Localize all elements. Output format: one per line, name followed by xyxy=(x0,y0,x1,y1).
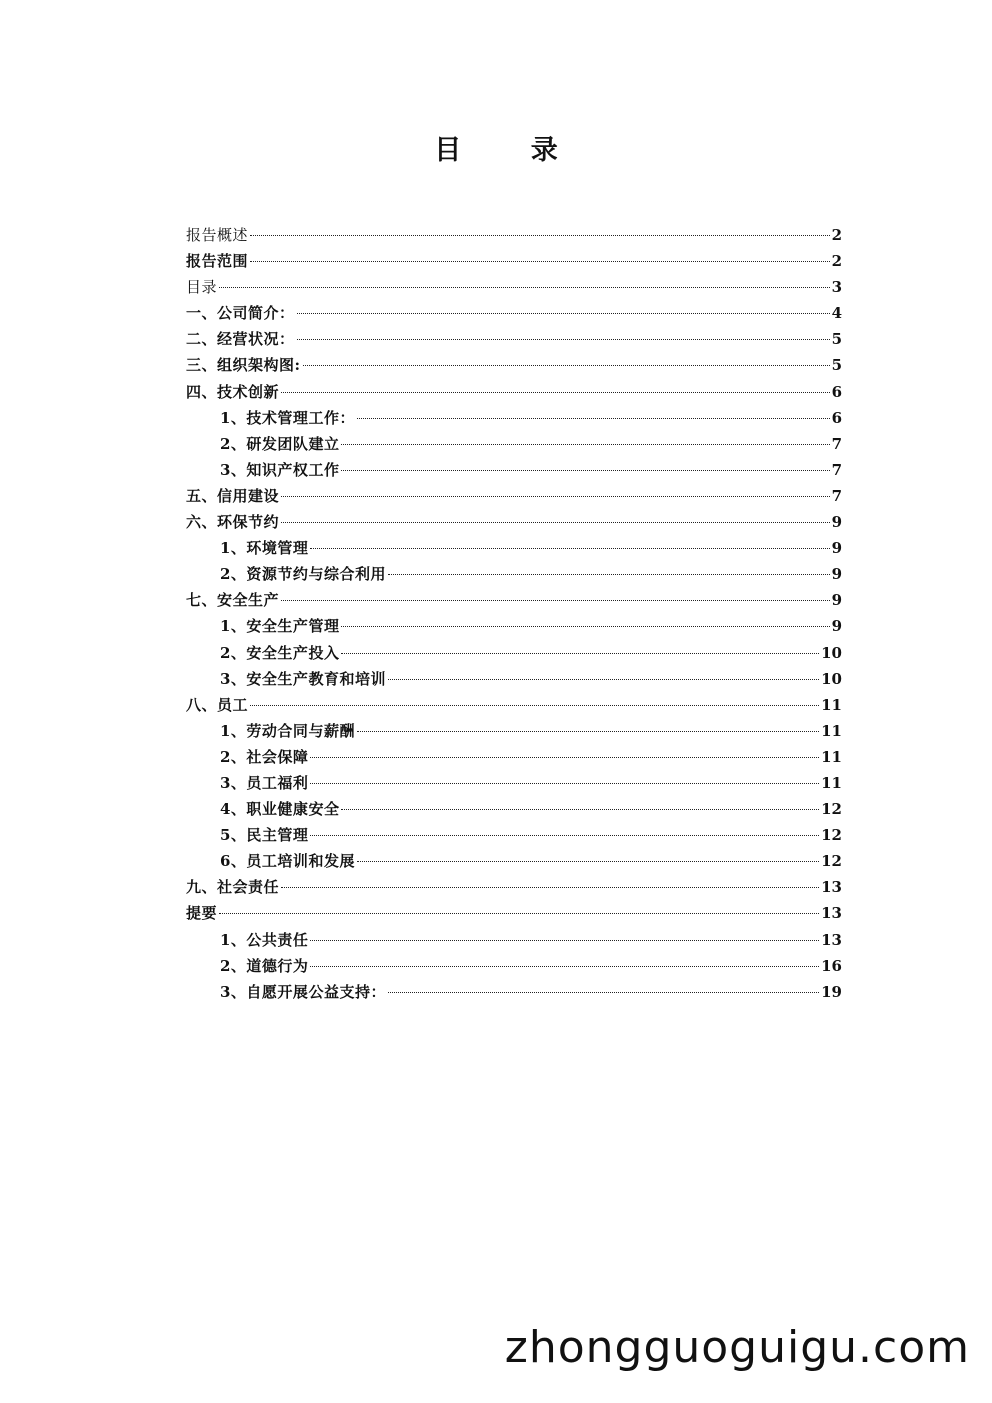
toc-dot-leader xyxy=(250,704,819,706)
watermark: zhongguoguigu.com xyxy=(504,1322,970,1373)
toc-entry-label: 目录 xyxy=(186,278,218,297)
toc-entry[interactable] xyxy=(186,927,842,953)
toc-entry[interactable] xyxy=(186,457,842,483)
toc-entry-label: 五、信用建设 xyxy=(186,486,280,505)
toc-entry-label: 2、研发团队建立 xyxy=(220,434,340,453)
toc-entry-label: 3、员工福利 xyxy=(220,773,309,792)
toc-entry-label: 1、环境管理 xyxy=(220,539,309,558)
toc-entry-page-number: 3 xyxy=(831,278,842,297)
toc-entry[interactable] xyxy=(186,248,842,274)
toc-entry[interactable] xyxy=(186,509,842,535)
toc-entry[interactable] xyxy=(186,666,842,692)
toc-entry[interactable] xyxy=(186,274,842,300)
toc-entry-page-number: 11 xyxy=(821,747,842,766)
toc-entry-page-number: 9 xyxy=(831,513,842,532)
toc-entry-page-number: 5 xyxy=(831,356,842,375)
toc-dot-leader xyxy=(310,782,819,784)
toc-entry[interactable] xyxy=(186,744,842,770)
toc-entry-label: 二、经营状况： xyxy=(186,330,295,349)
toc-entry[interactable] xyxy=(186,483,842,509)
page-title: 目 录 xyxy=(434,135,588,166)
toc-dot-leader xyxy=(341,443,829,445)
toc-dot-leader xyxy=(388,573,830,575)
toc-entry-page-number: 19 xyxy=(821,982,842,1001)
toc-entry-page-number: 12 xyxy=(821,800,842,819)
toc-entry-label: 1、劳动合同与薪酬 xyxy=(220,721,355,740)
toc-entry-page-number: 9 xyxy=(831,617,842,636)
toc-dot-leader xyxy=(297,312,830,314)
toc-entry-page-number: 7 xyxy=(831,460,842,479)
toc-entry-label: 2、安全生产投入 xyxy=(220,643,340,662)
toc-entry-page-number: 9 xyxy=(831,539,842,558)
toc-dot-leader xyxy=(281,391,830,393)
toc-entry-label: 六、环保节约 xyxy=(186,513,280,532)
toc-dot-leader xyxy=(310,756,819,758)
toc-entry-label: 4、职业健康安全 xyxy=(220,800,340,819)
toc-dot-leader xyxy=(341,808,819,810)
toc-dot-leader xyxy=(310,965,819,967)
toc-dot-leader xyxy=(281,495,830,497)
toc-dot-leader xyxy=(250,234,830,236)
toc-dot-leader xyxy=(219,912,819,914)
toc-dot-leader xyxy=(303,364,830,366)
toc-entry-label: 三、组织架构图: xyxy=(186,356,301,375)
table-of-contents xyxy=(186,222,842,1005)
toc-entry-label: 1、技术管理工作： xyxy=(220,408,355,427)
toc-entry-label: 报告概述 xyxy=(186,226,249,244)
toc-dot-leader xyxy=(310,547,829,549)
toc-dot-leader xyxy=(281,599,830,601)
toc-dot-leader xyxy=(388,678,819,680)
toc-entry[interactable] xyxy=(186,718,842,744)
toc-entry-page-number: 13 xyxy=(821,904,842,923)
toc-entry[interactable] xyxy=(186,979,842,1005)
toc-entry[interactable] xyxy=(186,640,842,666)
toc-entry-page-number: 12 xyxy=(821,852,842,871)
toc-entry-page-number: 4 xyxy=(831,304,842,323)
toc-entry[interactable] xyxy=(186,874,842,900)
toc-entry-label: 1、公共责任 xyxy=(220,930,309,949)
toc-entry-label: 2、道德行为 xyxy=(220,956,309,975)
toc-entry-page-number: 2 xyxy=(831,226,842,244)
toc-dot-leader xyxy=(310,834,819,836)
toc-entry[interactable] xyxy=(186,379,842,405)
toc-entry[interactable] xyxy=(186,405,842,431)
toc-entry-page-number: 16 xyxy=(821,956,842,975)
toc-dot-leader xyxy=(310,939,819,941)
toc-dot-leader xyxy=(250,260,830,262)
toc-entry[interactable] xyxy=(186,352,842,378)
toc-entry[interactable] xyxy=(186,587,842,613)
toc-entry-page-number: 13 xyxy=(821,930,842,949)
toc-dot-leader xyxy=(297,338,830,340)
toc-entry-label: 3、知识产权工作 xyxy=(220,460,340,479)
toc-entry[interactable] xyxy=(186,561,842,587)
toc-entry[interactable] xyxy=(186,300,842,326)
toc-entry-page-number: 6 xyxy=(831,408,842,427)
toc-dot-leader xyxy=(281,521,830,523)
toc-dot-leader xyxy=(357,730,819,732)
toc-entry[interactable] xyxy=(186,613,842,639)
toc-entry-page-number: 12 xyxy=(821,826,842,845)
toc-entry-label: 提要 xyxy=(186,904,218,923)
toc-entry-label: 2、资源节约与综合利用 xyxy=(220,565,386,584)
toc-dot-leader xyxy=(341,469,829,471)
toc-entry-label: 八、员工 xyxy=(186,695,249,714)
toc-entry-label: 四、技术创新 xyxy=(186,382,280,401)
toc-entry-page-number: 9 xyxy=(831,591,842,610)
toc-entry[interactable] xyxy=(186,848,842,874)
toc-dot-leader xyxy=(341,625,829,627)
toc-entry[interactable] xyxy=(186,535,842,561)
toc-entry-page-number: 10 xyxy=(821,643,842,662)
toc-entry-label: 九、社会责任 xyxy=(186,878,280,897)
toc-entry[interactable] xyxy=(186,953,842,979)
toc-dot-leader xyxy=(357,860,819,862)
toc-entry[interactable] xyxy=(186,900,842,926)
toc-entry[interactable] xyxy=(186,692,842,718)
toc-entry-page-number: 6 xyxy=(831,382,842,401)
toc-entry-page-number: 11 xyxy=(821,695,842,714)
toc-dot-leader xyxy=(388,991,819,993)
toc-entry-label: 报告范围 xyxy=(186,252,249,271)
toc-dot-leader xyxy=(357,417,830,419)
toc-entry-label: 6、员工培训和发展 xyxy=(220,852,355,871)
toc-entry-page-number: 2 xyxy=(831,252,842,271)
toc-entry-page-number: 5 xyxy=(831,330,842,349)
toc-entry-label: 1、安全生产管理 xyxy=(220,617,340,636)
toc-dot-leader xyxy=(219,286,830,288)
toc-entry-page-number: 7 xyxy=(831,486,842,505)
toc-entry-page-number: 7 xyxy=(831,434,842,453)
toc-entry-label: 2、社会保障 xyxy=(220,747,309,766)
toc-entry-page-number: 9 xyxy=(831,565,842,584)
toc-entry[interactable] xyxy=(186,796,842,822)
toc-entry[interactable] xyxy=(186,431,842,457)
toc-entry-label: 一、公司简介： xyxy=(186,304,295,323)
toc-entry-label: 七、安全生产 xyxy=(186,591,280,610)
toc-entry-page-number: 11 xyxy=(821,773,842,792)
toc-dot-leader xyxy=(341,652,819,654)
toc-entry[interactable] xyxy=(186,822,842,848)
toc-entry-label: 5、民主管理 xyxy=(220,826,309,845)
toc-dot-leader xyxy=(281,886,819,888)
toc-entry-page-number: 13 xyxy=(821,878,842,897)
toc-entry-label: 3、安全生产教育和培训 xyxy=(220,669,386,688)
toc-entry-page-number: 11 xyxy=(821,721,842,740)
toc-entry[interactable] xyxy=(186,222,842,248)
toc-entry[interactable] xyxy=(186,326,842,352)
toc-entry-label: 3、自愿开展公益支持： xyxy=(220,982,386,1001)
toc-entry[interactable] xyxy=(186,770,842,796)
toc-entry-page-number: 10 xyxy=(821,669,842,688)
